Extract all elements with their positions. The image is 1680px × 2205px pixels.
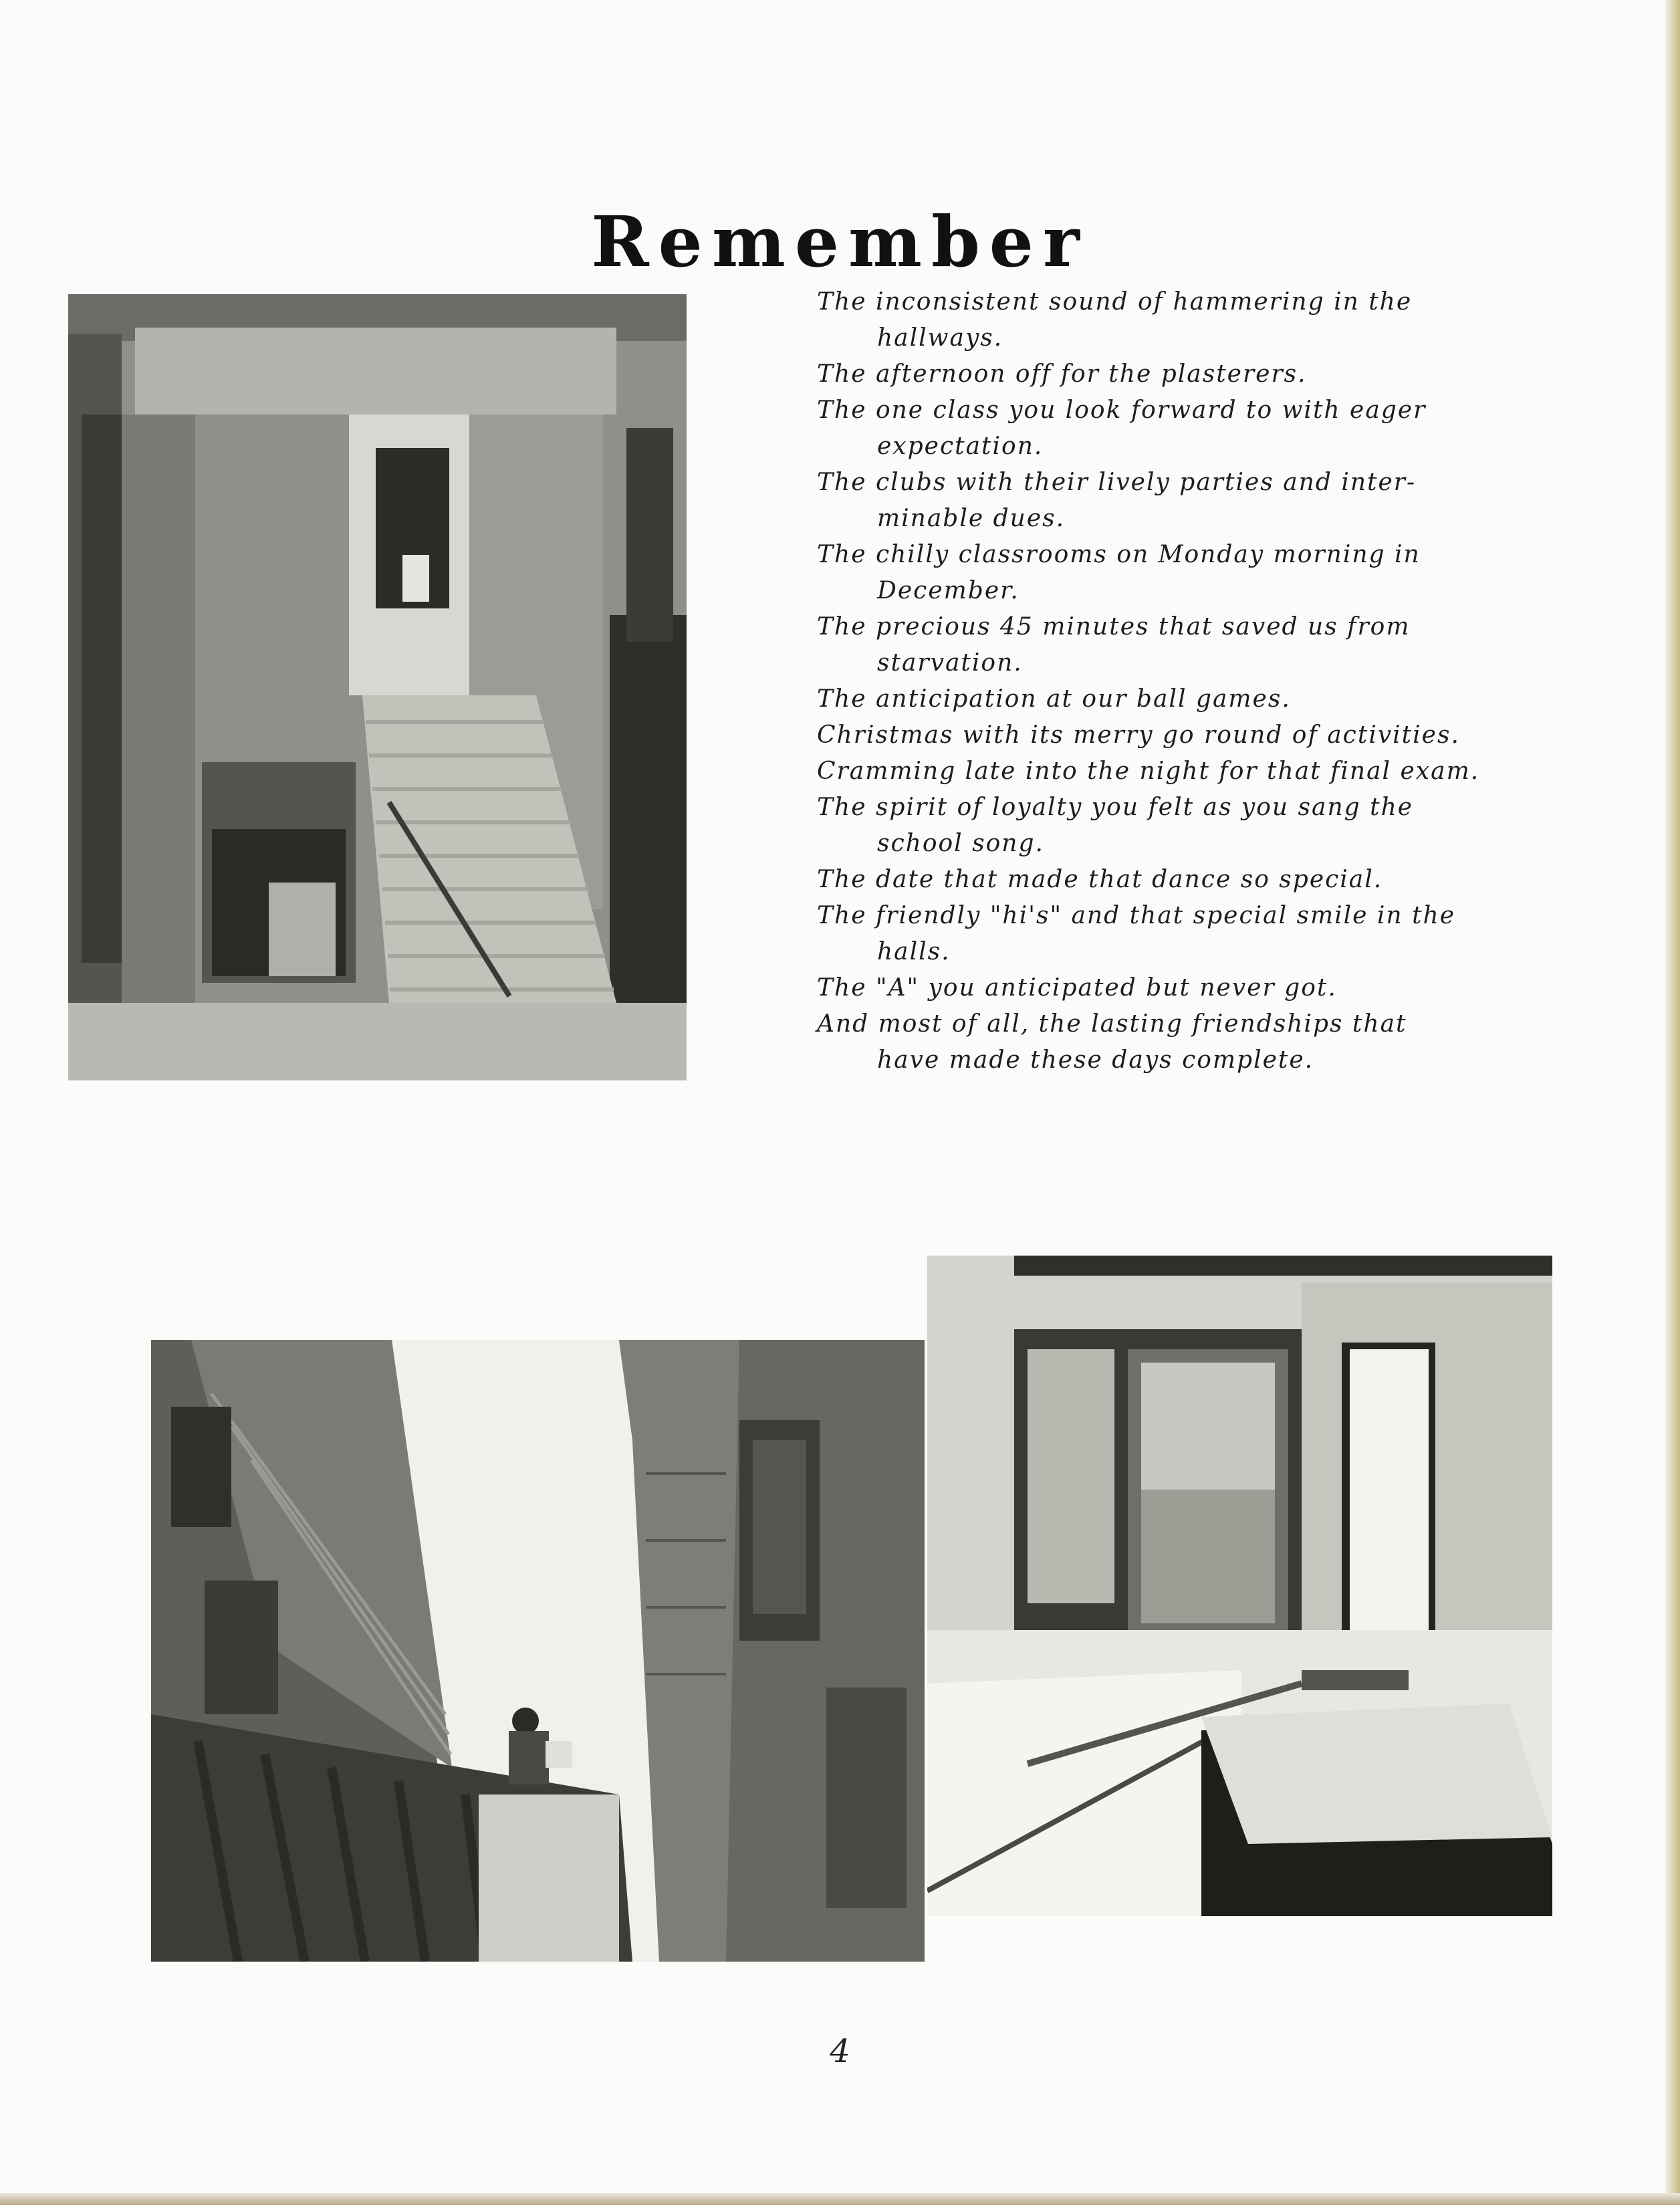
poem-line: The clubs with their lively parties and inter- [817,469,1417,496]
poem-line: The anticipation at our ball games. [817,685,1291,713]
poem-line-continuation: December. [877,577,1019,604]
poem-verse [817,392,1489,465]
page-edge [1665,0,1680,2205]
poem-verse [817,537,1489,609]
poem-line: The friendly "hi's" and that special smile in the [817,902,1456,929]
poem-line-continuation: hallways. [877,324,1003,352]
page-number: 4 [830,2033,850,2070]
poem-line: The inconsistent sound of hammering in the [817,288,1413,316]
poem-verse [817,862,1489,898]
poem-line: The date that made that dance so special. [817,866,1383,893]
poem-line-continuation: school song. [877,830,1044,857]
poem-line-continuation: halls. [877,938,951,965]
remember-poem [817,284,1489,1078]
page-title: Remember [591,200,1089,283]
poem-line-continuation: starvation. [877,649,1023,677]
poem-verse [817,465,1489,537]
scaffold-worker-photo [151,1340,925,1962]
poem-verse [817,898,1489,970]
poem-verse [817,681,1489,717]
poem-line-continuation: have made these days complete. [877,1046,1314,1074]
poem-verse [817,1006,1489,1078]
poem-line: The precious 45 minutes that saved us from [817,613,1411,641]
poem-line-continuation: expectation. [877,433,1044,460]
stairwell-construction-photo [68,294,687,1080]
poem-verse [817,284,1489,356]
poem-line: The spirit of loyalty you felt as you sang the [817,794,1414,821]
poem-line: And most of all, the lasting friendships that [817,1010,1407,1038]
poem-line: The one class you look forward to with eager [817,396,1427,424]
poem-verse [817,970,1489,1006]
unfinished-room-photo [927,1256,1552,1916]
poem-verse [817,753,1489,790]
poem-line: Christmas with its merry go round of activities. [817,721,1460,749]
poem-line: The chilly classrooms on Monday morning in [817,541,1421,568]
poem-verse [817,717,1489,753]
poem-verse [817,356,1489,392]
poem-verse [817,790,1489,862]
poem-line: The "A" you anticipated but never got. [817,974,1337,1002]
poem-line: The afternoon off for the plasterers. [817,360,1307,388]
page-bottom-edge [0,2193,1680,2205]
poem-line-continuation: minable dues. [877,505,1066,532]
poem-line: Cramming late into the night for that final exam. [817,758,1480,785]
poem-verse [817,609,1489,681]
